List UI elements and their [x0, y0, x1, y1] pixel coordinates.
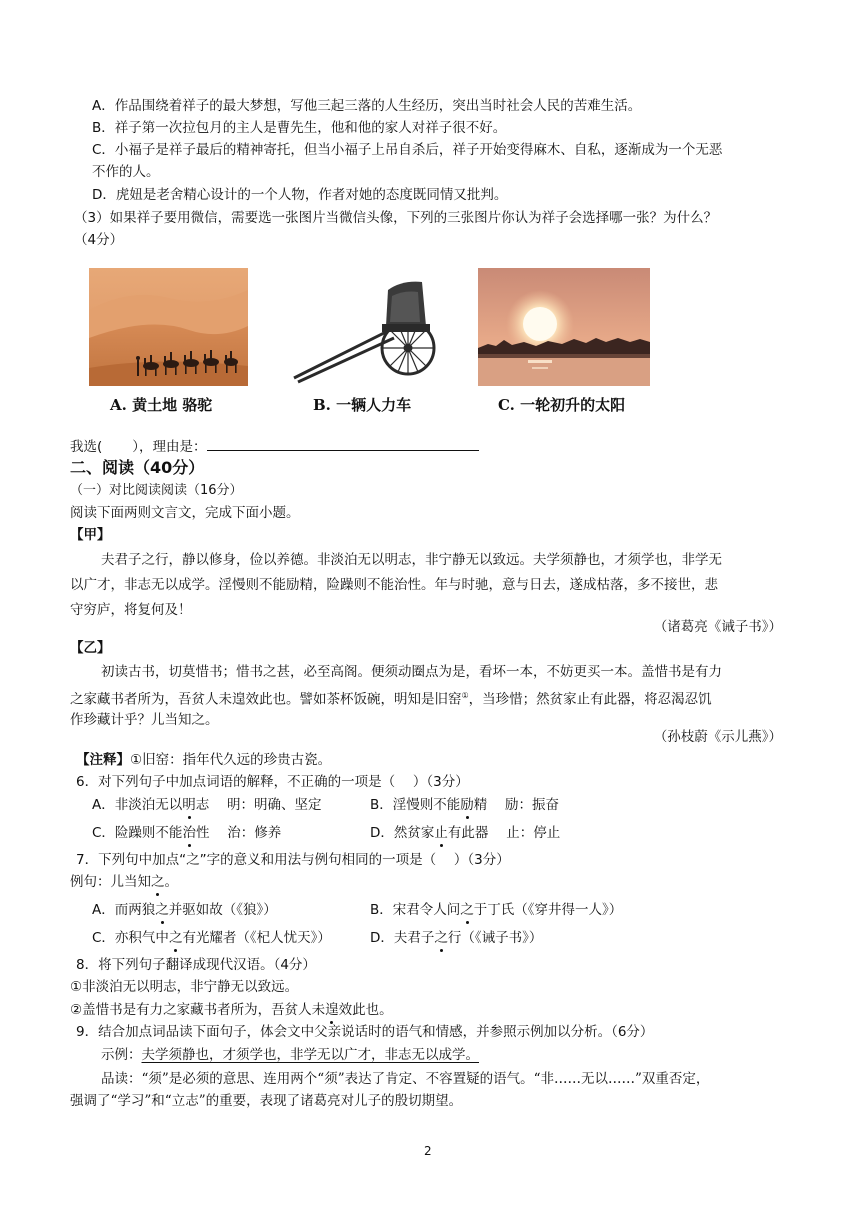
q5-option-c: C．小福子是祥子最后的精神寄托，但当小福子上吊自杀后，祥子开始变得麻木、自私，逐渐成为一个无恶	[92, 142, 723, 158]
answer-mid: ），理由是：	[132, 439, 207, 455]
q3-answer-line	[70, 435, 479, 457]
jia-text-line-2: 以广才，非志无以成学。淫慢则不能励精，险躁则不能治性。年与时驰，意与日去，遂成枯落，多不接世，悲	[70, 577, 718, 593]
rickshaw-image	[290, 268, 442, 386]
image-c-caption: C. 一轮初升的太阳	[498, 396, 626, 414]
q7-c-pre: C．亦积气中	[92, 930, 169, 946]
q7-option-a	[92, 900, 277, 920]
choice-blank[interactable]	[102, 436, 132, 451]
answer-prefix: 我选(	[70, 439, 103, 455]
q7-a-pre: A．而两狼	[92, 902, 156, 918]
q7-option-b	[370, 900, 622, 920]
q7-example-pre: 例句：儿当知	[70, 874, 151, 890]
image-a-caption: A. 黄土地 骆驼	[110, 396, 213, 414]
q7-b-post: 于丁氏（《穿井得一人》）	[473, 902, 623, 918]
reason-blank[interactable]	[207, 435, 479, 451]
q8-sentence-1: ①非淡泊无以明志，非宁静无以致远。	[70, 979, 299, 995]
q7-option-d	[370, 928, 542, 948]
q8-s2-pre: ②盖惜书是有力之家藏书者所为，吾贫人未	[70, 1002, 326, 1018]
jia-label: 【甲】	[70, 527, 111, 543]
page-number: 2	[424, 1144, 432, 1158]
sunrise-image	[478, 268, 650, 386]
q9-analysis-line-1: 品读：“须”是必须的意思、连用两个“须”表达了肯定、不容置疑的语气。“非……无以……”双重否定，	[101, 1071, 710, 1087]
q8-sentence-2	[70, 1000, 393, 1020]
q7-d-post: 行（《诫子书》）	[447, 930, 543, 946]
q6-b-pre: B．淫慢则不能	[370, 797, 461, 813]
q9-stem: 9．结合加点词品读下面句子，体会文中父亲说话时的语气和情感，并参照示例加以分析。（6分）	[76, 1024, 654, 1040]
yi-source: （孙枝蔚《示儿燕》）	[653, 729, 782, 745]
q7-stem: 7．下列句中加点“之”字的意义和用法与例句相同的一项是（ ）（3分）	[76, 852, 510, 868]
q6-a-dotted: 明	[182, 797, 196, 813]
q9-analysis-line-2: 强调了“学习”和“立志”的重要，表现了诸葛亮对儿子的殷切期望。	[70, 1093, 463, 1109]
q6-d-dotted: 止	[434, 825, 448, 841]
yi-text-line-2	[70, 686, 712, 710]
q7-c-post: 有光耀者（《杞人忧天》）	[182, 930, 331, 946]
q7-a-post: 并驱如故（《狼》）	[168, 902, 277, 918]
q8-s2-post: 效此也。	[338, 1002, 393, 1018]
q6-option-b	[370, 795, 559, 815]
q6-c-post: 性 治：修养	[195, 825, 282, 841]
q6-d-pre: D．然贫家	[370, 825, 435, 841]
q6-b-post: 精 励：振奋	[473, 797, 560, 813]
yi-text-line-2a: 之家藏书者所为，吾贫人未遑效此也。譬如茶杯饭碗，明知是旧窑	[70, 691, 462, 708]
section-2-title: 二、阅读（40分）	[70, 458, 205, 477]
yi-text-line-3: 作珍藏计乎？儿当知之。	[70, 712, 219, 728]
q9-example	[101, 1045, 479, 1065]
q5-option-a: A．作品围绕着祥子的最大梦想，写他三起三落的人生经历，突出当时社会人民的苦难生活。	[92, 98, 642, 114]
q9-example-text: 夫学须静也，才须学也，非学无以广才，非志无以成学。	[141, 1047, 479, 1063]
jia-source: （诸葛亮《诫子书》）	[653, 619, 782, 635]
q7-b-pre: B．宋君令人问	[370, 902, 461, 918]
q6-c-pre: C．险躁则不能	[92, 825, 183, 841]
q7-example-dotted: 之	[151, 874, 165, 890]
q6-stem: 6．对下列句子中加点词语的解释，不正确的一项是（ ）（3分）	[76, 774, 469, 790]
q7-d-dotted: 之	[434, 930, 448, 946]
q7-option-c	[92, 928, 331, 948]
jia-text-line-3: 守穷庐，将复何及！	[70, 602, 192, 618]
q5-option-b: B．祥子第一次拉包月的主人是曹先生，他和他的家人对祥子很不好。	[92, 120, 507, 136]
q3-question: （3）如果祥子要用微信，需要选一张图片当微信头像，下列的三张图片你认为祥子会选择哪一张？为什么？	[74, 210, 718, 226]
q6-option-c	[92, 823, 281, 843]
q6-option-a	[92, 795, 322, 815]
note-label: 【注释】	[76, 752, 130, 768]
q7-c-dotted: 之	[168, 930, 183, 946]
q3-score: （4分）	[74, 232, 124, 248]
footnote-marker: ①	[461, 691, 469, 700]
q6-a-post: 志 明：明确、坚定	[195, 797, 322, 813]
image-b-caption: B. 一辆人力车	[313, 396, 412, 414]
q6-d-post: 有此器 止：停止	[447, 825, 561, 841]
q6-c-dotted: 治	[182, 825, 196, 841]
q9-example-label: 示例：	[101, 1047, 142, 1063]
yi-label: 【乙】	[70, 640, 111, 656]
q7-b-dotted: 之	[460, 902, 474, 918]
q6-option-d	[370, 823, 560, 843]
q7-example-post: 。	[164, 874, 178, 890]
q8-s2-dotted: 遑	[325, 1002, 339, 1018]
q6-b-dotted: 励	[460, 797, 474, 813]
note	[76, 750, 331, 770]
jia-text-line-1: 夫君子之行，静以修身，俭以养德。非淡泊无以明志，非宁静无以致远。夫学须静也，才须学也，非学无	[101, 552, 722, 568]
q7-example	[70, 872, 178, 892]
q7-d-pre: D．夫君子	[370, 930, 435, 946]
yi-text-line-1: 初读古书，切莫惜书；惜书之甚，必至高阁。便须动圈点为是，看坏一本，不妨更买一本。盖惜书是有力	[101, 664, 722, 680]
section-2-instruction: 阅读下面两则文言文，完成下面小题。	[70, 505, 300, 521]
q7-a-dotted: 之	[155, 902, 169, 918]
note-text: ①旧窑：指年代久远的珍贵古瓷。	[130, 752, 332, 768]
q8-stem: 8．将下列句子翻译成现代汉语。（4分）	[76, 957, 316, 973]
desert-camels-image	[89, 268, 248, 386]
q6-a-pre: A．非淡泊无以	[92, 797, 183, 813]
q5-option-c-cont: 不作的人。	[92, 164, 160, 180]
yi-text-line-2b: ，当珍惜；然贫家止有此器，将忍渴忍饥	[468, 691, 712, 708]
section-2-sub1: （一）对比阅读阅读（16分）	[70, 483, 243, 498]
q5-option-d: D．虎妞是老舍精心设计的一个人物，作者对她的态度既同情又批判。	[92, 187, 508, 203]
